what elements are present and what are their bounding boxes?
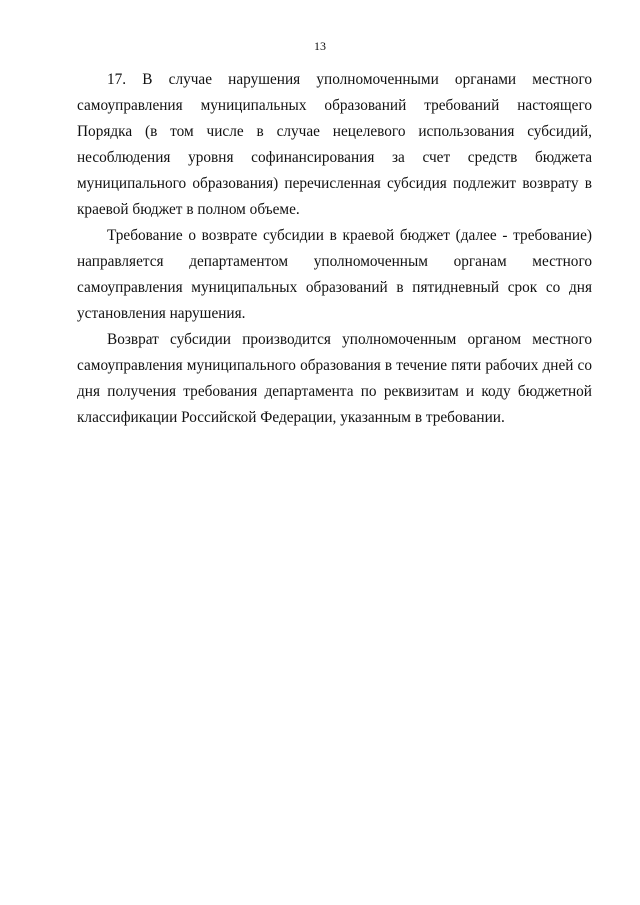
paragraph-return-demand: Требование о возврате субсидии в краевой бюджет (далее - требование) направляется департаментом уполномоченным органам местного самоуправления муниципальных образований в пятидневный срок со дня установления нарушения. [77,227,592,322]
document-body [77,67,592,431]
page-number: 13 [314,39,326,53]
paragraph-return-on-violation: 17. В случае нарушения уполномоченными органами местного самоуправления муниципальных образований требований настоящего Порядка (в том числе в случае нецелевого использования субсидий, несоблюдения уровня софинансирования за счет средств бюджета муниципального образования) перечисленная субсидия подлежит возврату в краевой бюджет в полном объеме. [77,71,592,218]
paragraph-return-procedure: Возврат субсидии производится уполномоченным органом местного самоуправления муниципального образования в течение пяти рабочих дней со дня получения требования департамента по реквизитам и коду бюджетной классификации Российской Федерации, указанным в требовании. [77,331,592,426]
